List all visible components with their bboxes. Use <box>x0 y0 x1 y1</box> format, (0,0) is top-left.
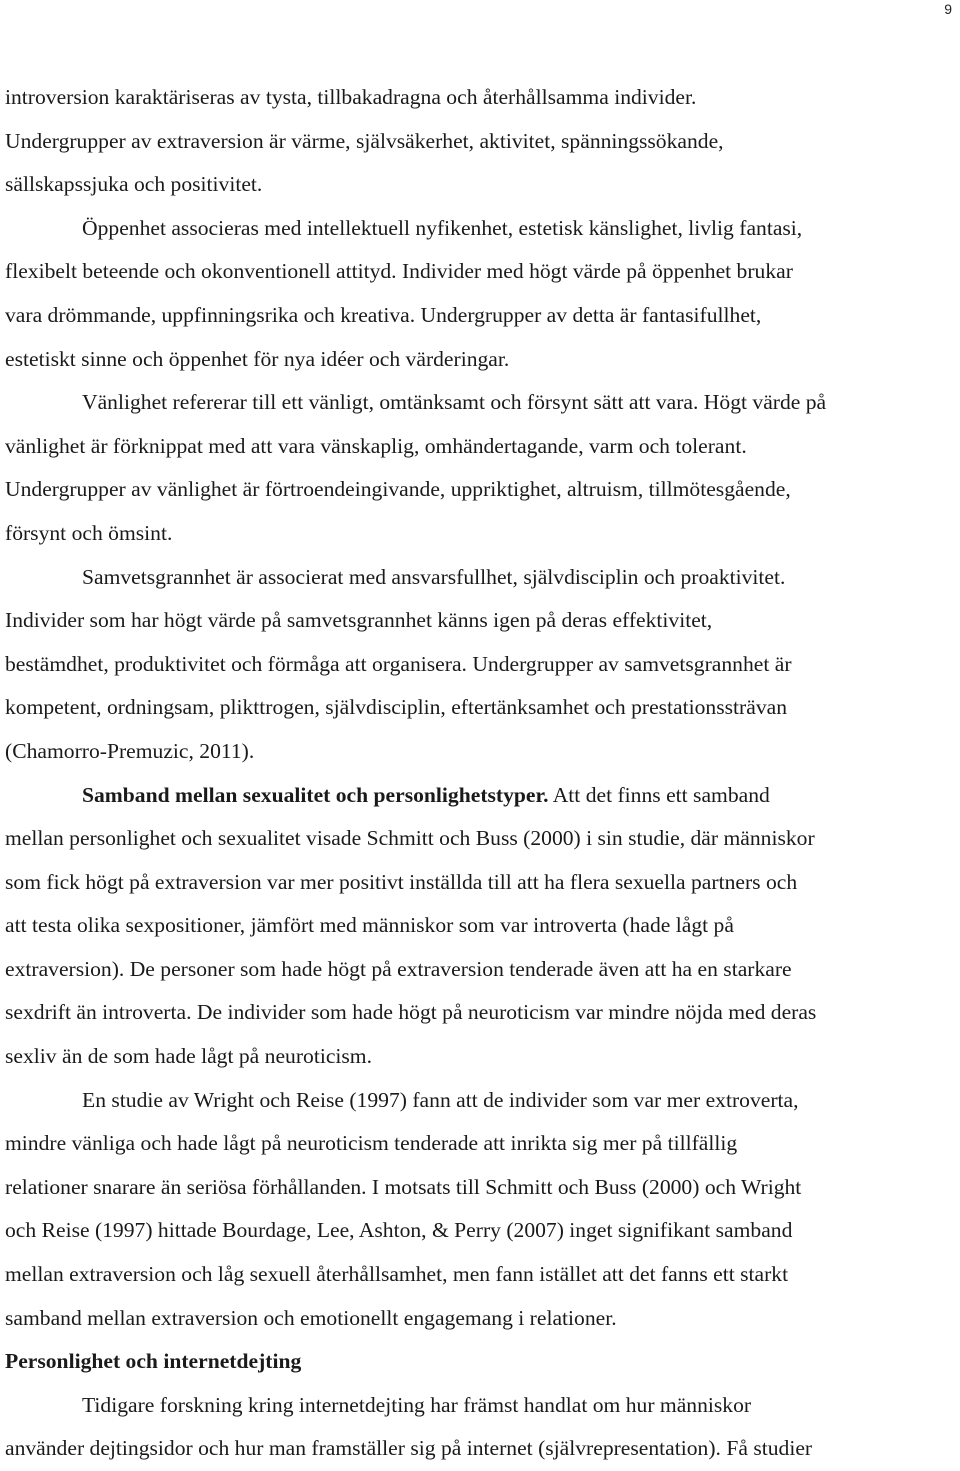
line-text: relationer snarare än seriösa förhållanden. I motsats till Schmitt och Buss (2000) och Wright <box>5 1174 802 1199</box>
text-line <box>5 991 955 1035</box>
text-line <box>5 250 955 294</box>
text-line <box>5 76 955 120</box>
text-line <box>5 425 955 469</box>
line-text: Vänlighet refererar till ett vänligt, omtänksamt och försynt sätt att vara. Högt värde på <box>82 390 827 415</box>
text-line <box>5 599 955 643</box>
text-line <box>5 861 955 905</box>
line-text: Individer som har högt värde på samvetsgrannhet känns igen på deras effektivitet, <box>5 608 713 633</box>
line-text: estetiskt sinne och öppenhet för nya idéer och värderingar. <box>5 346 510 371</box>
line-text: sällskapssjuka och positivitet. <box>5 172 263 197</box>
line-text: Att det finns ett samband <box>548 782 770 807</box>
text-line <box>5 817 955 861</box>
text-line <box>5 643 955 687</box>
text-line <box>5 1122 955 1166</box>
line-text: vänlighet är förknippat med att vara vänskaplig, omhändertagande, varm och tolerant. <box>5 433 747 458</box>
text-line <box>5 948 955 992</box>
section-heading: Personlighet och internetdejting <box>5 1349 302 1374</box>
text-line <box>5 1384 955 1428</box>
line-text: Tidigare forskning kring internetdejting har främst handlat om hur människor <box>82 1392 752 1417</box>
text-line <box>5 1035 955 1079</box>
text-line <box>5 556 955 600</box>
text-line <box>5 1253 955 1297</box>
line-text: att testa olika sexpositioner, jämfört med människor som var introverta (hade lågt på <box>5 913 734 938</box>
line-text: mindre vänliga och hade lågt på neuroticism tenderade att inrikta sig mer på tillfällig <box>5 1131 738 1156</box>
line-text: försynt och ömsint. <box>5 520 173 545</box>
text-line <box>5 1427 955 1471</box>
text-line <box>5 512 955 556</box>
line-text: samband mellan extraversion och emotionellt engagemang i relationer. <box>5 1305 617 1330</box>
text-line <box>5 1340 955 1384</box>
text-line <box>5 730 955 774</box>
body-text <box>5 76 955 1471</box>
line-text: och Reise (1997) hittade Bourdage, Lee, Ashton, & Perry (2007) inget signifikant samband <box>5 1218 793 1243</box>
line-text: flexibelt beteende och okonventionell attityd. Individer med högt värde på öppenhet brukar <box>5 259 793 284</box>
line-text: vara drömmande, uppfinningsrika och kreativa. Undergrupper av detta är fantasifullhet, <box>5 302 762 327</box>
section-heading: Samband mellan sexualitet och personlighetstyper. <box>82 782 549 807</box>
line-text: använder dejtingsidor och hur man framställer sig på internet (självrepresentation). Få studier <box>5 1436 813 1461</box>
line-text: (Chamorro-Premuzic, 2011). <box>5 738 255 763</box>
line-text: Samvetsgrannhet är associerat med ansvarsfullhet, självdisciplin och proaktivitet. <box>82 564 786 589</box>
text-line <box>5 120 955 164</box>
text-line <box>5 468 955 512</box>
line-text: Öppenhet associeras med intellektuell nyfikenhet, estetisk känslighet, livlig fantasi, <box>82 215 803 240</box>
text-line <box>5 338 955 382</box>
line-text: extraversion). De personer som hade högt på extraversion tenderade även att ha en starkare <box>5 956 792 981</box>
line-text: bestämdhet, produktivitet och förmåga att organisera. Undergrupper av samvetsgrannhet är <box>5 651 792 676</box>
line-text: Undergrupper av vänlighet är förtroendeingivande, uppriktighet, altruism, tillmötesgående, <box>5 477 791 502</box>
line-text: kompetent, ordningsam, plikttrogen, självdisciplin, eftertänksamhet och prestationssträvan <box>5 695 787 720</box>
line-text: En studie av Wright och Reise (1997) fann att de individer som var mer extroverta, <box>82 1087 799 1112</box>
line-text: Undergrupper av extraversion är värme, självsäkerhet, aktivitet, spänningssökande, <box>5 128 724 153</box>
text-line <box>5 1079 955 1123</box>
line-text: introversion karaktäriseras av tysta, tillbakadragna och återhållsamma individer. <box>5 85 697 109</box>
text-line <box>5 686 955 730</box>
page-number: 9 <box>944 1 952 17</box>
text-line <box>5 1209 955 1253</box>
text-line <box>5 1297 955 1341</box>
line-text: mellan personlighet och sexualitet visade Schmitt och Buss (2000) i sin studie, där människor <box>5 826 815 851</box>
text-line <box>5 774 955 818</box>
text-line <box>5 1166 955 1210</box>
text-line <box>5 207 955 251</box>
line-text: sexdrift än introverta. De individer som hade högt på neuroticism var mindre nöjda med deras <box>5 1000 817 1025</box>
text-line <box>5 904 955 948</box>
text-line <box>5 381 955 425</box>
text-line <box>5 294 955 338</box>
line-text: mellan extraversion och låg sexuell återhållsamhet, men fann istället att det fanns ett starkt <box>5 1262 789 1287</box>
line-text: sexliv än de som hade lågt på neuroticism. <box>5 1044 372 1069</box>
text-line <box>5 163 955 207</box>
line-text: som fick högt på extraversion var mer positivt inställda till att ha flera sexuella partners och <box>5 869 798 894</box>
